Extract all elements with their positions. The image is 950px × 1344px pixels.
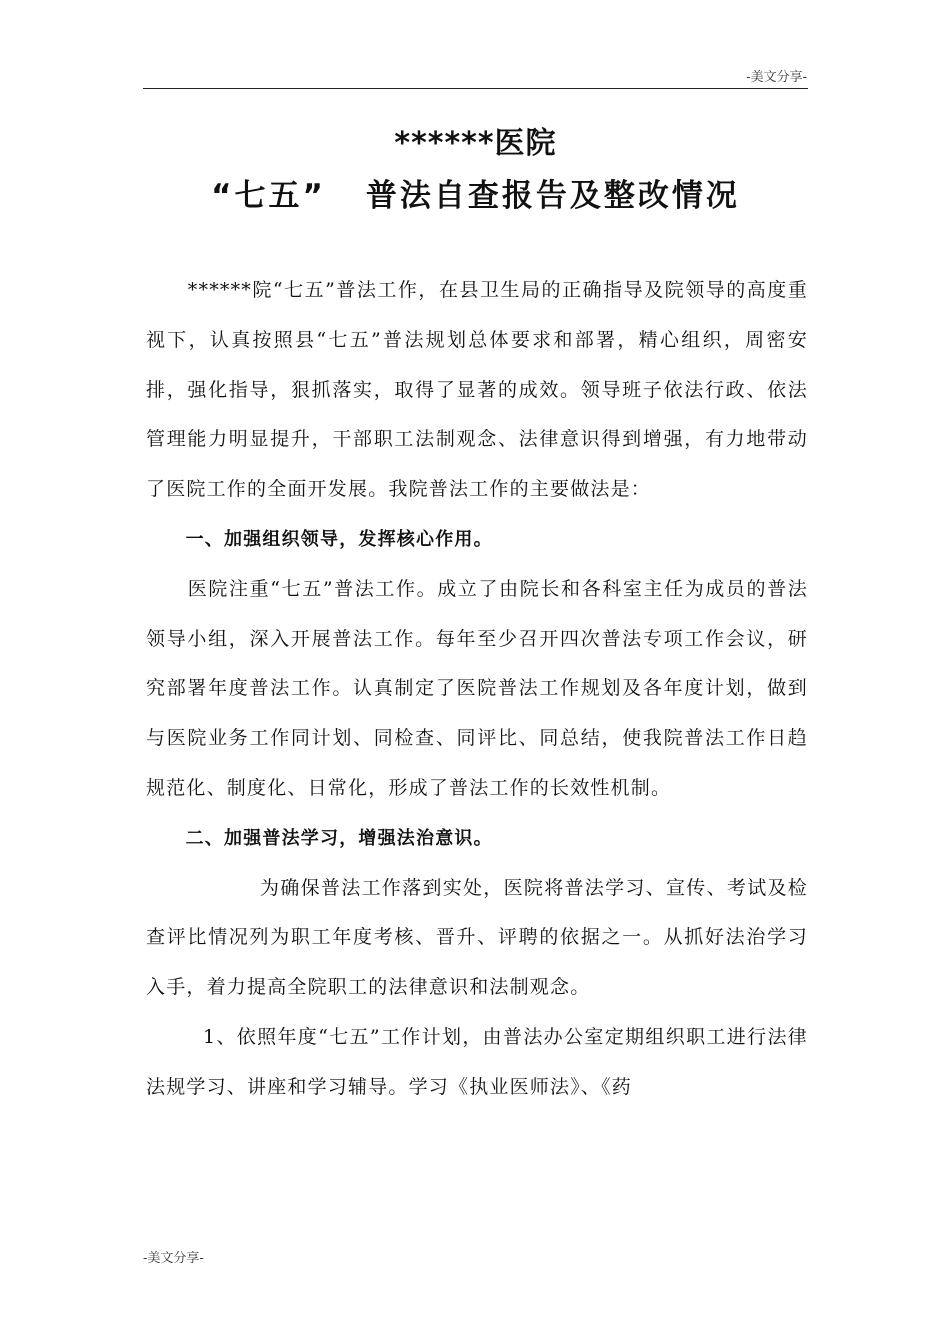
section2-paragraph: 为确保普法工作落到实处，医院将普法学习、宣传、考试及检查评比情况列为职工年度考核、晋升、评聘的依据之一。从抓好法治学习入手，着力提高全院职工的法律意识和法制观念。: [146, 876, 808, 999]
title-quote-part: “七五”: [211, 178, 326, 214]
header-divider: [143, 88, 808, 89]
section-heading-2: 二、加强普法学习，增强法治意识。: [185, 827, 493, 849]
page-footer: -美文分享-: [143, 1251, 204, 1266]
section-heading-1: 一、加强组织领导，发挥核心作用。: [185, 528, 493, 550]
page-header: -美文分享-: [746, 70, 807, 85]
document-title-line1: ******医院: [394, 126, 557, 161]
document-body: [146, 266, 808, 1113]
section1-paragraph: 医院注重“七五”普法工作。成立了由院长和各科室主任为成员的普法领导小组，深入开展普法工作。每年至少召开四次普法专项工作会议，研究部署年度普法工作。认真制定了医院普法工作规划及各年度计划，做到与医院业务工作同计划、同检查、同评比、同总结，使我院普法工作日趋规范化、制度化、日常化，形成了普法工作的长效性机制。: [146, 577, 808, 799]
title-main-part: 普法自查报告及整改情况: [365, 178, 740, 214]
section2-item-1: 1、依照年度“七五”工作计划，由普法办公室定期组织职工进行法律法规学习、讲座和学习辅导。学习《执业医师法》、《药: [146, 1025, 808, 1098]
document-title-line2: [143, 170, 808, 215]
intro-paragraph: ******院“七五”普法工作，在县卫生局的正确指导及院领导的高度重视下，认真按照县“七五”普法规划总体要求和部署，精心组织，周密安排，强化指导，狠抓落实，取得了显著的成效。领导班子依法行政、依法管理能力明显提升，干部职工法制观念、法律意识得到增强，有力地带动了医院工作的全面开发展。我院普法工作的主要做法是：: [146, 279, 808, 501]
